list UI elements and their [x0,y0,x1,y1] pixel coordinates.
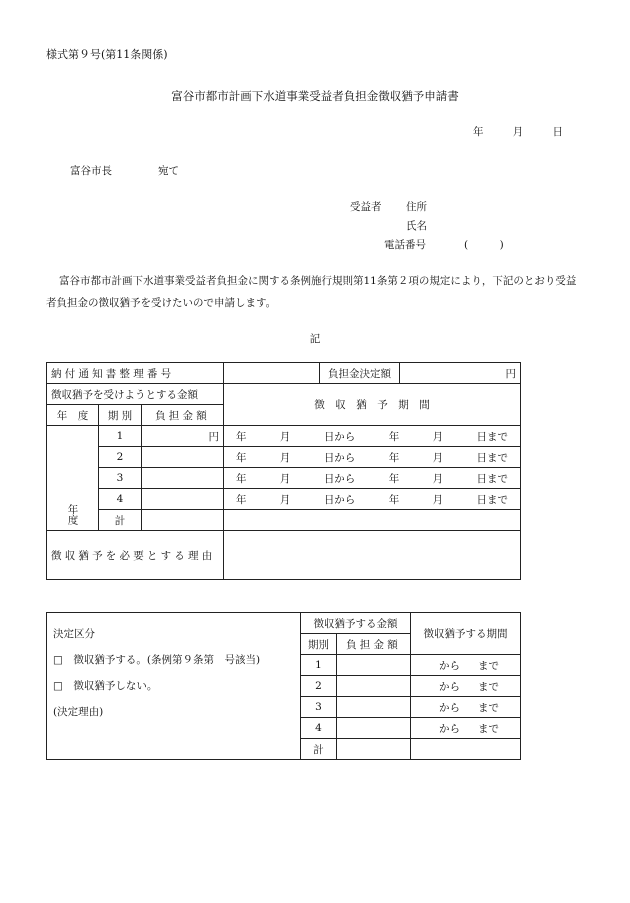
decision-label: 決定区分 [53,628,95,640]
option-no-defer[interactable]: □ 徴収猶予しない。 [53,680,158,692]
from-label: から [439,680,460,693]
p-day-from: 日から [323,451,356,464]
defer-amount-header: 徴収猶予する金額 [301,613,411,634]
date-day: 日 [552,126,563,138]
applicant-phone-label: 電話番号 [384,239,426,251]
term-cell: 2 [301,676,337,697]
p-year: 年 [388,493,400,506]
applicant-name-label: 氏名 [406,220,427,232]
decision-area [47,613,301,760]
reason-label: 徴収猶予を必要とする理由 [47,531,224,580]
p-year: 年 [388,472,400,485]
defer-period-header: 徴収猶予する期間 [411,613,521,655]
ki-heading: 記 [309,333,321,345]
addressee-name: 富谷市長 [70,165,112,177]
table-row [47,468,521,489]
period-cell[interactable] [411,697,521,718]
amount-cell[interactable] [337,676,411,697]
total-period [411,739,521,760]
amount-cell[interactable] [337,697,411,718]
amount-cell[interactable] [142,489,224,510]
col-term: 期 別 [99,405,142,426]
applicant-address-label: 住所 [406,201,427,213]
col-amount: 負担金額 [337,634,411,655]
p-year: 年 [236,451,247,464]
table-row [47,447,521,468]
period-cell[interactable] [224,489,521,510]
p-year: 年 [388,430,400,443]
term-cell: 2 [99,447,142,468]
p-day-from: 日から [323,493,356,506]
p-year: 年 [236,493,247,506]
col-amount: 負担金額 [142,405,224,426]
period-cell[interactable] [411,718,521,739]
p-month: 月 [432,430,444,443]
table-row [47,426,521,447]
total-amount[interactable] [142,510,224,531]
reason-row [47,531,521,580]
applicant-phone-paren: ( ) [464,239,504,251]
period-header: 徴 収 猶 予 期 間 [224,384,521,426]
decision-reason-label: (決定理由) [53,706,104,718]
amount-to-defer-label: 徴収猶予を受けようとする金額 [47,384,224,405]
p-day-to: 日まで [476,472,508,485]
amount-cell[interactable] [142,468,224,489]
p-year: 年 [388,451,400,464]
total-period [224,510,521,531]
decided-amount-label: 負担金決定額 [320,363,400,384]
p-day-to: 日まで [476,430,508,443]
addressee-suffix: 宛て [158,165,179,177]
date-line [473,124,563,139]
table-row [47,489,521,510]
term-cell: 4 [301,718,337,739]
p-month: 月 [432,472,444,485]
p-day-to: 日まで [476,493,508,506]
form-id: 様式第９号(第11条関係) [46,48,168,61]
p-month: 月 [279,493,291,506]
total-label: 計 [99,510,142,531]
body-text: 富谷市都市計画下水道事業受益者負担金に関する条例施行規則第11条第２項の規定により，下記のとおり受益者負担金の徴収猶予を受けたいので申請します。 [46,275,577,309]
from-label: から [439,701,460,714]
amount-cell[interactable]: 円 [142,426,224,447]
period-cell[interactable] [411,655,521,676]
total-row [47,510,521,531]
page-title: 富谷市都市計画下水道事業受益者負担金徴収猶予申請書 [171,89,459,103]
p-year: 年 [236,472,247,485]
period-cell[interactable] [224,426,521,447]
p-month: 月 [432,451,444,464]
applicant-label: 受益者 [350,201,382,213]
notice-number-value[interactable] [224,363,320,384]
p-month: 月 [432,493,444,506]
to-label: まで [478,722,499,735]
addressee [70,163,179,178]
reason-value[interactable] [224,531,521,580]
p-month: 月 [279,430,291,443]
col-year: 年 度 [47,405,99,426]
application-table [46,362,521,580]
amount-cell[interactable] [337,655,411,676]
from-label: から [439,722,460,735]
year-cell[interactable] [47,426,99,531]
period-cell[interactable] [224,468,521,489]
total-label: 計 [301,739,337,760]
date-month: 月 [512,126,524,138]
decided-amount-value[interactable]: 円 [400,363,521,384]
term-cell: 1 [99,426,142,447]
to-label: まで [478,680,499,693]
amount-cell[interactable] [337,718,411,739]
col-term: 期別 [301,634,337,655]
notice-number-label: 納付通知書整理番号 [47,363,224,384]
amount-cell[interactable] [142,447,224,468]
option-defer[interactable]: □ 徴収猶予する。(条例第９条第 号該当) [53,654,261,666]
total-amount[interactable] [337,739,411,760]
to-label: まで [478,659,499,672]
to-label: まで [478,701,499,714]
p-day-from: 日から [323,472,356,485]
date-year: 年 [473,126,484,138]
year-vertical: 年度 [66,504,79,525]
p-month: 月 [279,451,291,464]
decision-table [46,612,521,760]
term-cell: 4 [99,489,142,510]
term-cell: 3 [99,468,142,489]
p-year: 年 [236,430,247,443]
term-cell: 1 [301,655,337,676]
p-month: 月 [279,472,291,485]
p-day-from: 日から [323,430,356,443]
period-cell[interactable] [224,447,521,468]
period-cell[interactable] [411,676,521,697]
from-label: から [439,659,460,672]
p-day-to: 日まで [476,451,508,464]
term-cell: 3 [301,697,337,718]
